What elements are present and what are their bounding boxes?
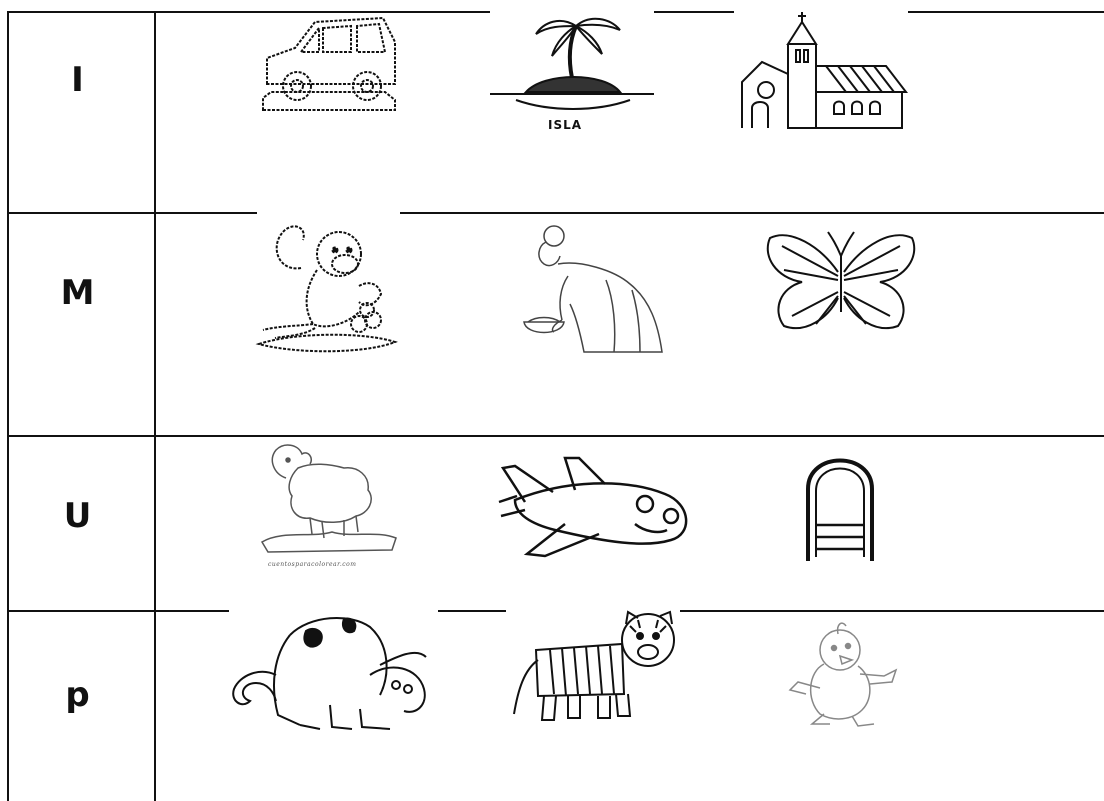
row-letter: I: [71, 60, 84, 100]
table-top-border: [7, 11, 490, 13]
island-icon: [490, 12, 654, 132]
table-top-border: [654, 11, 734, 13]
island-caption: ISLA: [548, 118, 583, 132]
row-divider: [7, 610, 229, 612]
butterfly-icon: [762, 226, 920, 338]
row-divider: [7, 212, 257, 214]
image-credit: cuentosparacolorear.com: [268, 561, 357, 568]
airplane-icon: [495, 450, 695, 560]
row-letter: M: [60, 273, 95, 313]
row-letter: U: [63, 496, 92, 536]
row-divider: [7, 435, 1104, 437]
car-icon: [255, 12, 400, 112]
row-divider: [400, 212, 1104, 214]
row-divider: [438, 610, 506, 612]
row-divider: [680, 610, 1104, 612]
fingernail-icon: [798, 445, 882, 563]
table-top-border: [908, 11, 1104, 13]
grandmother-icon: [510, 220, 690, 360]
sheep-icon: [252, 438, 402, 560]
tiger-icon: [510, 610, 678, 728]
monkey-icon: [255, 214, 400, 354]
duckling-icon: [776, 618, 904, 730]
church-icon: [738, 10, 908, 130]
row-letter: p: [65, 675, 90, 715]
dog-icon: [220, 605, 438, 733]
